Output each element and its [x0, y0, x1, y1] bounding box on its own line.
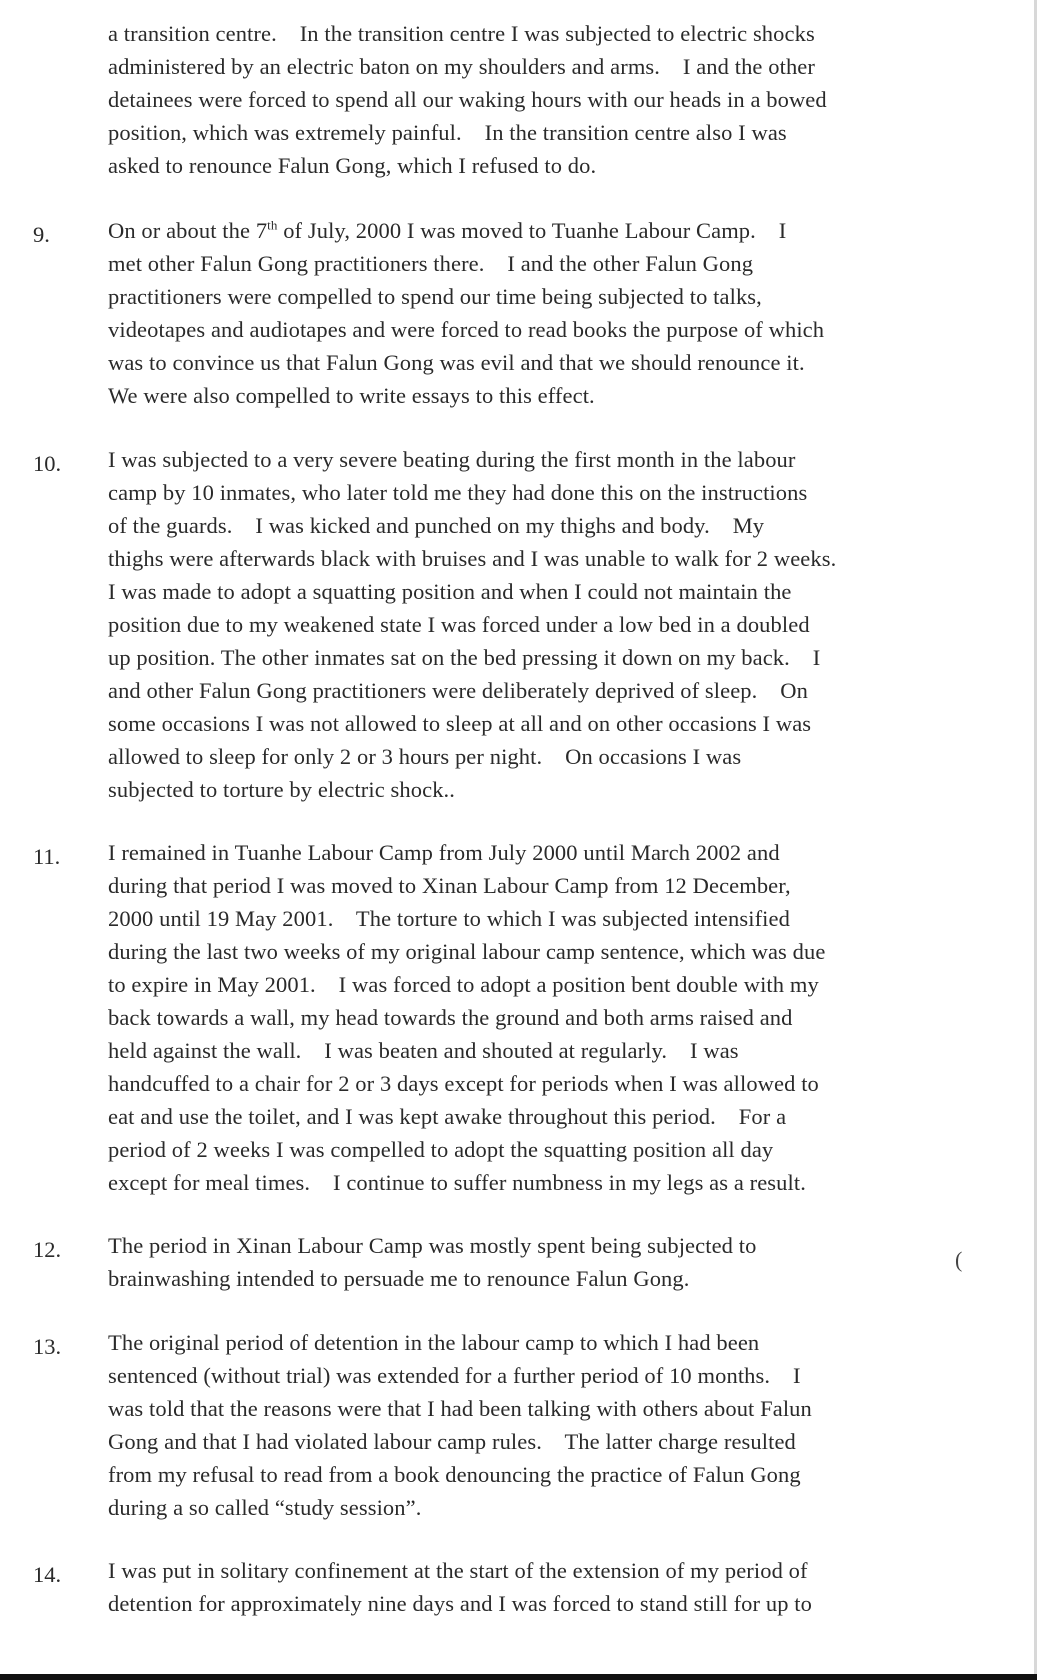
paragraph-line: detention for approximately nine days and I was forced to stand still for up to [108, 1591, 812, 1616]
paragraph-line: I was made to adopt a squatting position and when I could not maintain the [108, 579, 792, 604]
paragraph-line: We were also compelled to write essays to this effect. [108, 383, 595, 408]
paragraph-number: 12. [33, 1237, 62, 1262]
paragraph-number: 9. [33, 222, 50, 247]
paragraph-line: was told that the reasons were that I had been talking with others about Falun [108, 1396, 812, 1421]
paragraph-line: I remained in Tuanhe Labour Camp from July 2000 until March 2002 and [108, 840, 780, 865]
paragraph-line: brainwashing intended to persuade me to renounce Falun Gong. [108, 1266, 690, 1291]
paragraph-line: practitioners were compelled to spend our time being subjected to talks, [108, 284, 762, 309]
paragraph-line: except for meal times. I continue to suffer numbness in my legs as a result. [108, 1170, 806, 1195]
paragraph-number: 10. [33, 451, 62, 476]
intro-line: position, which was extremely painful. In the transition centre also I was [108, 120, 787, 145]
scan-bottom-border [0, 1674, 1037, 1680]
paragraph-line: I was put in solitary confinement at the start of the extension of my period of [108, 1558, 808, 1583]
paragraph-line: held against the wall. I was beaten and shouted at regularly. I was [108, 1038, 739, 1063]
paragraph-line: during a so called “study session”. [108, 1495, 422, 1520]
paragraph-line: camp by 10 inmates, who later told me they had done this on the instructions [108, 480, 808, 505]
paragraph-line: period of 2 weeks I was compelled to adopt the squatting position all day [108, 1137, 774, 1162]
paragraph-line: handcuffed to a chair for 2 or 3 days except for periods when I was allowed to [108, 1071, 819, 1096]
paragraph-line: thighs were afterwards black with bruises and I was unable to walk for 2 weeks. [108, 546, 837, 571]
paragraph-line: position due to my weakened state I was forced under a low bed in a doubled [108, 612, 810, 637]
paragraph-line: back towards a wall, my head towards the ground and both arms raised and [108, 1005, 793, 1030]
paragraph-line: of the guards. I was kicked and punched on my thighs and body. My [108, 513, 765, 538]
paragraph-line: On or about the 7th of July, 2000 I was moved to Tuanhe Labour Camp. I [108, 217, 787, 243]
paragraph-line: allowed to sleep for only 2 or 3 hours per night. On occasions I was [108, 744, 742, 769]
paragraph-line: some occasions I was not allowed to sleep at all and on other occasions I was [108, 711, 812, 736]
paragraph-line: sentenced (without trial) was extended for a further period of 10 months. I [108, 1363, 801, 1388]
paragraph-line: The original period of detention in the labour camp to which I had been [108, 1330, 760, 1355]
intro-line: detainees were forced to spend all our waking hours with our heads in a bowed [108, 87, 827, 112]
intro-line: asked to renounce Falun Gong, which I refused to do. [108, 153, 597, 178]
paragraph-line: videotapes and audiotapes and were forced to read books the purpose of which [108, 317, 825, 342]
paragraph-line: up position. The other inmates sat on the bed pressing it down on my back. I [108, 645, 821, 670]
paragraph-line: subjected to torture by electric shock.. [108, 777, 456, 802]
paragraph-line: to expire in May 2001. I was forced to adopt a position bent double with my [108, 972, 819, 997]
paragraph-number: 11. [33, 844, 61, 869]
paragraph-line: was to convince us that Falun Gong was evil and that we should renounce it. [108, 350, 805, 375]
paragraph-line: during the last two weeks of my original labour camp sentence, which was due [108, 939, 826, 964]
paragraph-line: from my refusal to read from a book denouncing the practice of Falun Gong [108, 1462, 801, 1487]
intro-line: a transition centre. In the transition centre I was subjected to electric shocks [108, 21, 815, 46]
paragraph-line: eat and use the toilet, and I was kept awake throughout this period. For a [108, 1104, 787, 1129]
margin-mark: ( [955, 1247, 963, 1272]
paragraph-line: I was subjected to a very severe beating during the first month in the labour [108, 447, 796, 472]
paragraph-line: 2000 until 19 May 2001. The torture to which I was subjected intensified [108, 906, 790, 931]
paragraph-line: and other Falun Gong practitioners were deliberately deprived of sleep. On [108, 678, 808, 703]
intro-line: administered by an electric baton on my shoulders and arms. I and the other [108, 54, 815, 79]
paragraph-line: met other Falun Gong practitioners there. I and the other Falun Gong [108, 251, 754, 276]
paragraph-line: Gong and that I had violated labour camp rules. The latter charge resulted [108, 1429, 796, 1454]
paragraph-line: during that period I was moved to Xinan Labour Camp from 12 December, [108, 873, 791, 898]
paragraph-number: 14. [33, 1562, 62, 1587]
paragraph-line: The period in Xinan Labour Camp was mostly spent being subjected to [108, 1233, 757, 1258]
paragraph-number: 13. [33, 1334, 62, 1359]
